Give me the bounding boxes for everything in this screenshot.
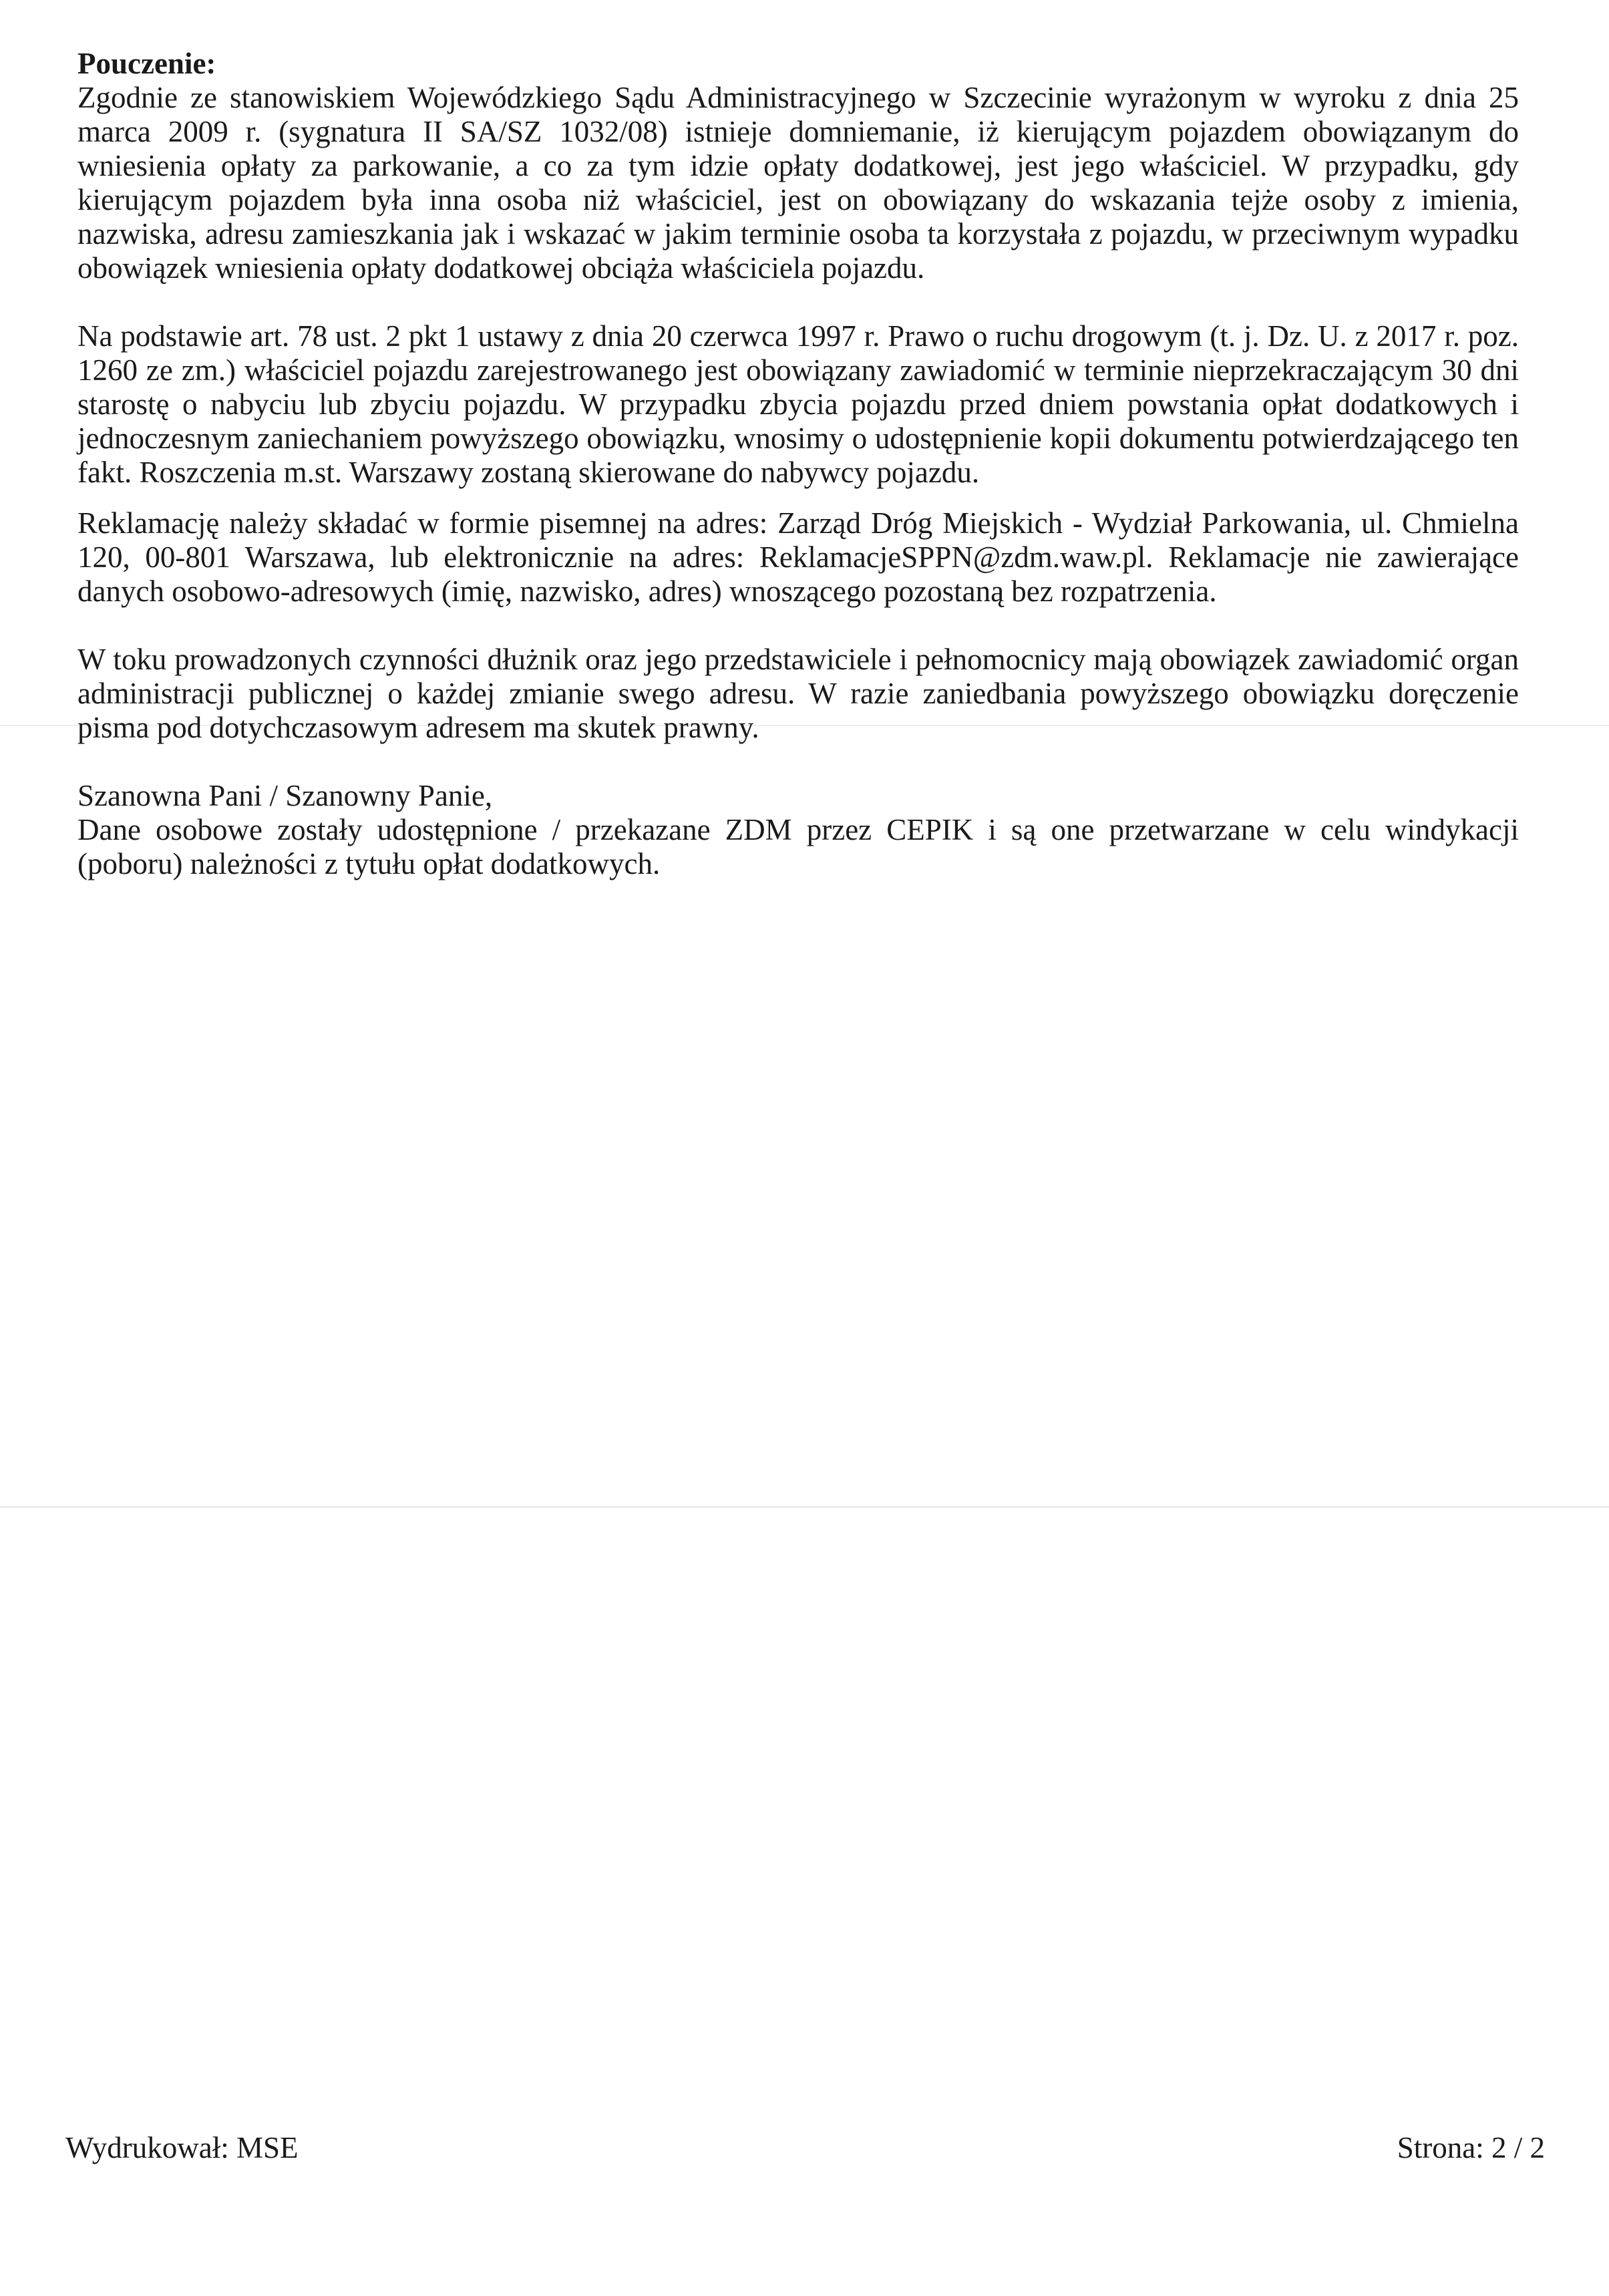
fold-line-bottom <box>0 1506 1609 1508</box>
document-body <box>77 47 1519 881</box>
paragraph-complaints: Reklamację należy składać w formie pisemnej na adres: Zarząd Dróg Miejskich - Wydział Parkowania, ul. Chmielna 120, 00-801 Warszawa, lub elektronicznie na adres: ReklamacjeSPPN@zdm.waw.pl. Reklamacje nie zawierające danych osobowo-adresowych (imię, nazwisko, adres) wnoszącego pozostaną bez rozpatrzenia. <box>77 506 1519 608</box>
footer-page-number: Strona: 2 / 2 <box>1397 2131 1545 2164</box>
paragraph-address-change: W toku prowadzonych czynności dłużnik oraz jego przedstawiciele i pełnomocnicy mają obowiązek zawiadomić organ administracji publicznej o każdej zmianie swego adresu. W razie zaniedbania powyższego obowiązku doręczenie pisma pod dotychczasowym adresem ma skutek prawny. <box>77 643 1519 744</box>
footer-printed-by: Wydrukował: MSE <box>65 2131 299 2164</box>
paragraph-data-notice: Dane osobowe zostały udostępnione / przekazane ZDM przez CEPIK i są one przetwarzane w celu windykacji (poboru) należności z tytułu opłat dodatkowych. <box>77 813 1519 880</box>
heading-pouczenie: Pouczenie: <box>77 47 216 80</box>
paragraph-presumption: Zgodnie ze stanowiskiem Wojewódzkiego Sądu Administracyjnego w Szczecinie wyrażonym w wyroku z dnia 25 marca 2009 r. (sygnatura II SA/SZ 1032/08) istnieje domniemanie, iż kierującym pojazdem obowiązanym do wniesienia opłaty za parkowanie, a co za tym idzie opłaty dodatkowej, jest jego właściciel. W przypadku, gdy kierującym pojazdem była inna osoba niż właściciel, jest on obowiązany do wskazania tejże osoby z imienia, nazwiska, adresu zamieszkania jak i wskazać w jakim terminie osoba ta korzystała z pojazdu, w przeciwnym wypadku obowiązek wniesienia opłaty dodatkowej obciąża właściciela pojazdu. <box>77 81 1519 285</box>
paragraph-legal-basis: Na podstawie art. 78 ust. 2 pkt 1 ustawy z dnia 20 czerwca 1997 r. Prawo o ruchu drogowym (t. j. Dz. U. z 2017 r. poz. 1260 ze zm.) właściciel pojazdu zarejestrowanego jest obowiązany zawiadomić w terminie nieprzekraczającym 30 dni starostę o nabyciu lub zbyciu pojazdu. W przypadku zbycia pojazdu przed dniem powstania opłat dodatkowych i jednoczesnym zaniechaniem powyższego obowiązku, wnosimy o udostępnienie kopii dokumentu potwierdzającego ten fakt. Roszczenia m.st. Warszawy zostaną skierowane do nabywcy pojazdu. <box>77 319 1519 489</box>
paragraph-greeting: Szanowna Pani / Szanowny Panie, <box>77 779 493 812</box>
